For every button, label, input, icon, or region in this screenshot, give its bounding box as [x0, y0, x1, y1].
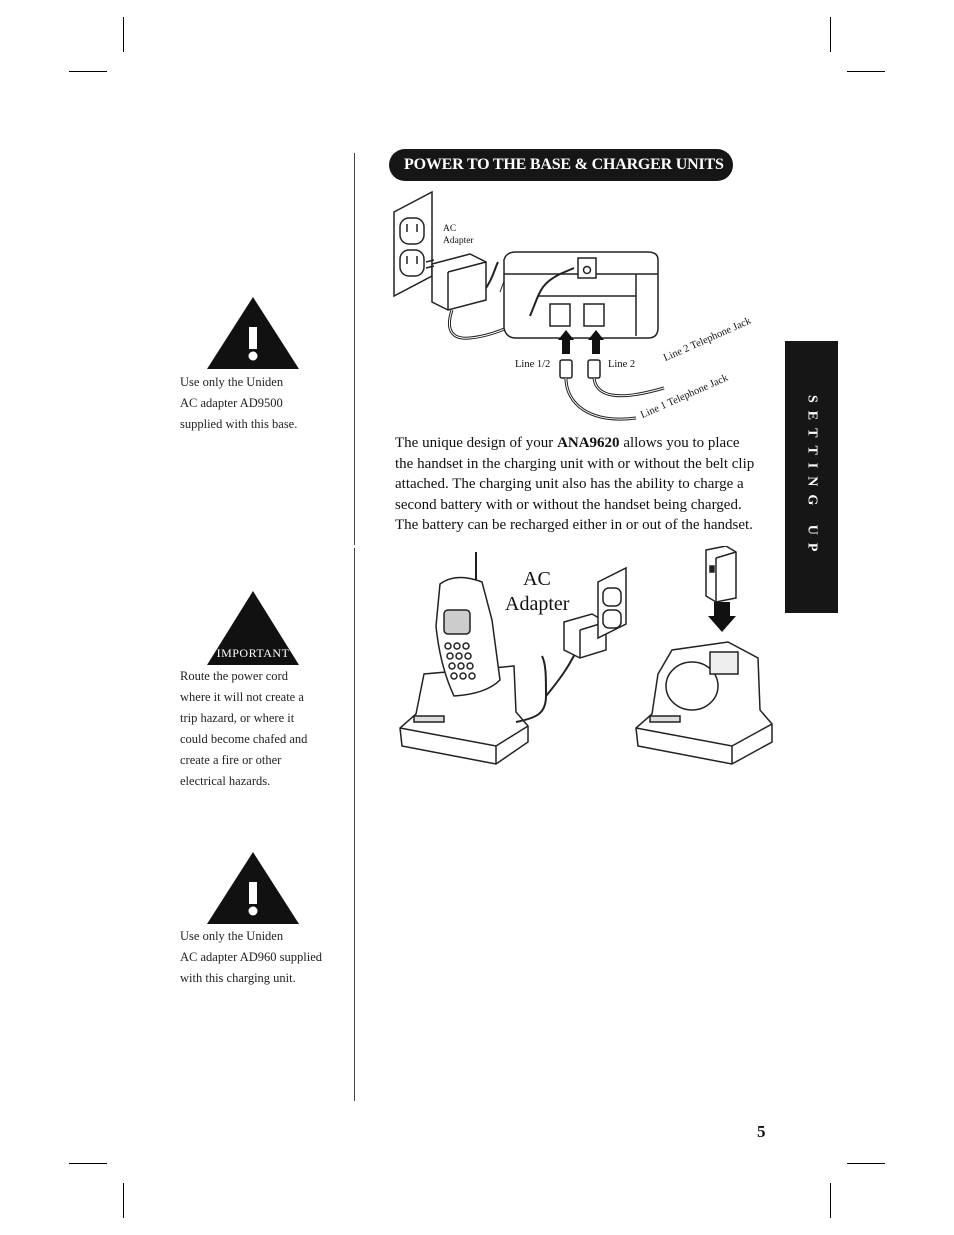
crop-mark: [830, 1183, 831, 1218]
crop-mark: [123, 1183, 124, 1218]
note-line: electrical hazards.: [180, 774, 271, 788]
body-paragraph: [395, 433, 785, 536]
arrow-icon: [708, 602, 736, 632]
section-tab-label: SETTING UP: [804, 394, 820, 560]
column-divider: [354, 153, 355, 545]
base-unit-illustration: [504, 252, 658, 338]
note-line: trip hazard, or where it: [180, 711, 295, 725]
line-2-jack-label: Line 2 Telephone Jack: [662, 315, 753, 365]
note-line: Use only the Uniden: [180, 929, 284, 943]
crop-mark: [847, 71, 885, 72]
note-line: AC adapter AD960 supplied: [180, 950, 322, 964]
line-2-label: Line 2: [608, 359, 636, 370]
note-line: with this charging unit.: [180, 971, 296, 985]
warning-icon: [205, 850, 301, 926]
ac-adapter-label: AC Adapter: [505, 568, 570, 615]
crop-mark: [123, 17, 124, 52]
line-1-jack-label: Line 1 Telephone Jack: [639, 372, 730, 422]
crop-mark: [69, 1163, 107, 1164]
charger-unit-illustration: [636, 642, 772, 764]
wall-outlet-illustration: [394, 192, 432, 296]
note-line: Route the power cord: [180, 669, 288, 683]
warning-note-adapter-charger: [180, 926, 322, 989]
body-line: second battery with or without the handset being charged.: [395, 496, 742, 513]
body-line: the handset in the charging unit with or without the belt clip: [395, 455, 755, 472]
note-line: supplied with this base.: [180, 417, 298, 431]
section-tab: [785, 341, 838, 613]
crop-mark: [830, 17, 831, 52]
warning-icon: [205, 295, 301, 371]
important-note: [180, 666, 307, 792]
charger-setup-diagram: [396, 546, 780, 776]
body-line: attached. The charging unit also has the ability to charge a: [395, 476, 744, 492]
warning-note-adapter-base: [180, 372, 297, 435]
body-line: The unique design of your ANA9620 allows you to place: [395, 435, 740, 451]
section-header: POWER TO THE BASE & CHARGER UNITS: [389, 149, 733, 181]
body-line: The battery can be recharged either in or out of the handset.: [395, 517, 753, 533]
important-badge: IMPORTANT: [216, 646, 290, 660]
crop-mark: [847, 1163, 885, 1164]
ac-adapter-illustration: [426, 254, 486, 310]
note-line: Use only the Uniden: [180, 375, 284, 389]
battery-pack-illustration: [706, 546, 736, 602]
note-line: could become chafed and: [180, 732, 308, 746]
crop-mark: [69, 71, 107, 72]
model-name: ANA9620: [557, 435, 620, 451]
line-1-2-label: Line 1/2: [515, 359, 551, 370]
page-number: 5: [757, 1122, 766, 1141]
note-line: create a fire or other: [180, 753, 282, 767]
ac-adapter-label: AC Adapter: [443, 224, 474, 246]
note-line: AC adapter AD9500: [180, 396, 283, 410]
column-divider: [354, 548, 355, 1101]
note-line: where it will not create a: [180, 690, 304, 704]
wall-outlet-illustration: [598, 568, 626, 638]
